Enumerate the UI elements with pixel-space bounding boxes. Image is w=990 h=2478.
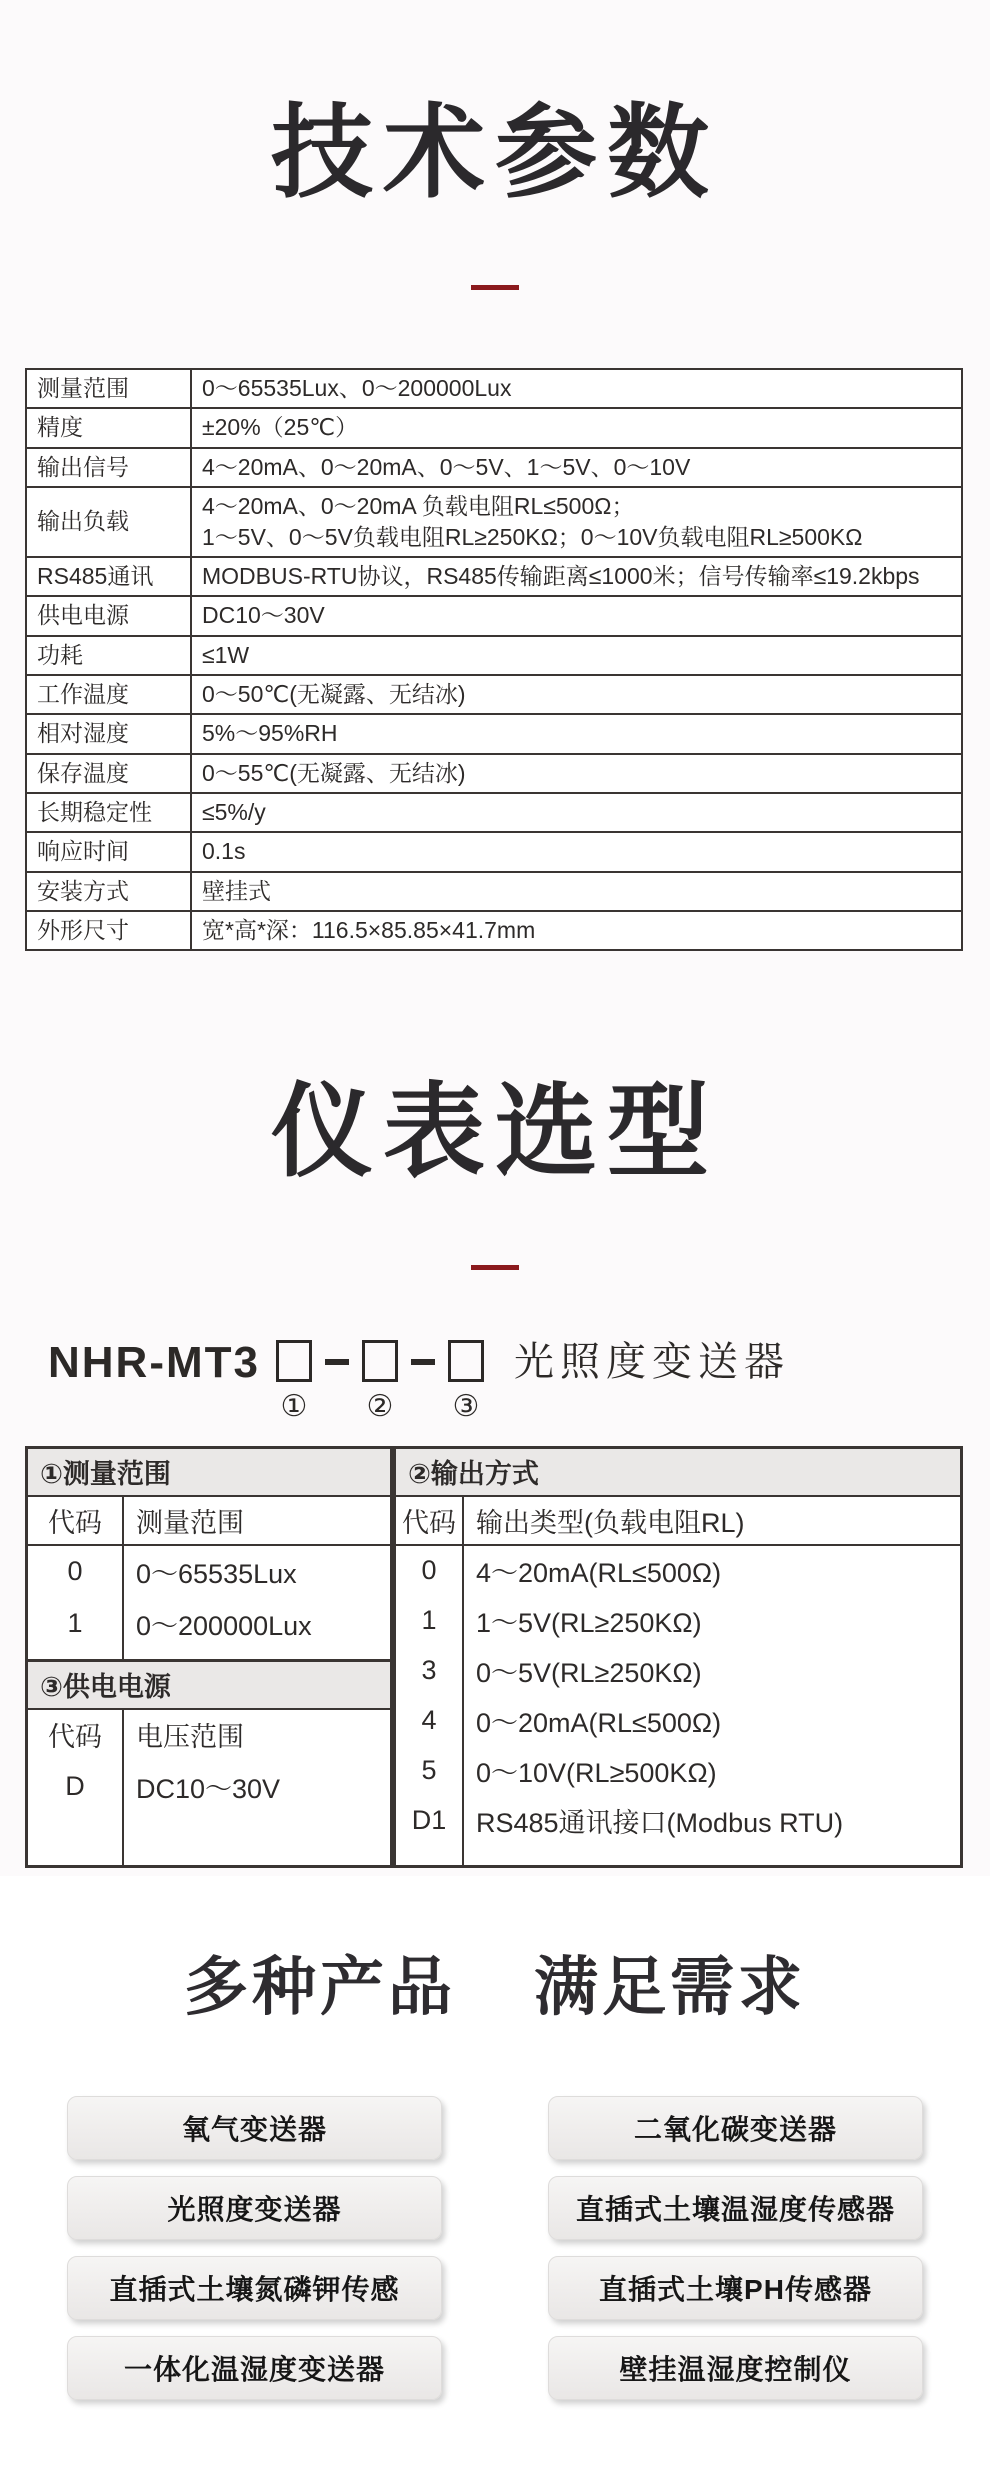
- output-value: 0～5V(RL≥250KΩ): [476, 1658, 702, 1689]
- spec-value: ±20%（25℃）: [191, 408, 962, 447]
- circled-3: ③: [452, 1389, 480, 1423]
- power-value: DC10～30V: [136, 1774, 281, 1805]
- model-prefix: NHR-MT3: [48, 1337, 260, 1387]
- range-filler-value-cell: [124, 1650, 390, 1659]
- spec-label: 安装方式: [26, 872, 191, 911]
- output-filler-value-cell: [464, 1846, 960, 1865]
- products-heading: [0, 1876, 990, 2028]
- output-filler-code-cell: [396, 1846, 464, 1865]
- spec-label: 功耗: [26, 636, 191, 675]
- spec-value: 0～50℃(无凝露、无结冰): [191, 675, 962, 714]
- power-filler-code-cell: [28, 1814, 124, 1865]
- output-value: 1～5V(RL≥250KΩ): [476, 1608, 702, 1639]
- spec-row: [26, 369, 962, 408]
- spec-value: 0～65535Lux、0～200000Lux: [191, 369, 962, 408]
- spec-row: [26, 832, 962, 871]
- product-button-soil-temp-humidity[interactable]: 直插式土壤温湿度传感器: [548, 2176, 923, 2240]
- output-code: 3: [396, 1646, 464, 1696]
- model-dash-2: [411, 1359, 435, 1365]
- circled-2: ②: [366, 1389, 394, 1423]
- spec-row: [26, 911, 962, 950]
- spec-label: 精度: [26, 408, 191, 447]
- selection-table-left: [25, 1446, 393, 1868]
- spec-label: 输出信号: [26, 448, 191, 487]
- product-button-soil-npk[interactable]: 直插式土壤氮磷钾传感: [67, 2256, 442, 2320]
- spec-value: 宽*高*深：116.5×85.85×41.7mm: [191, 911, 962, 950]
- output-code: 4: [396, 1696, 464, 1746]
- spec-label: RS485通讯: [26, 557, 191, 596]
- output-code: 0: [396, 1546, 464, 1596]
- spec-value: [191, 487, 962, 557]
- spec-label: 供电电源: [26, 596, 191, 635]
- range-code: 1: [28, 1598, 124, 1650]
- output-row: [396, 1796, 960, 1846]
- code-column-header: 代码: [28, 1497, 124, 1544]
- tech-params-title: 技术参数: [271, 96, 719, 210]
- model-box-2: [362, 1340, 398, 1382]
- output-code: 1: [396, 1596, 464, 1646]
- range-row: [28, 1598, 390, 1650]
- spec-value: 0～55℃(无凝露、无结冰): [191, 754, 962, 793]
- output-code-header: 代码: [396, 1497, 464, 1544]
- spec-label: 工作温度: [26, 675, 191, 714]
- range-value: 0～200000Lux: [136, 1611, 312, 1642]
- spec-value-line1: 4～20mA、0～20mA 负载电阻RL≤500Ω；: [202, 493, 635, 520]
- power-row: [28, 1760, 390, 1814]
- power-subheader-row: [28, 1710, 390, 1760]
- range-rows: [28, 1546, 390, 1659]
- spec-label: 响应时间: [26, 832, 191, 871]
- spec-label: 长期稳定性: [26, 793, 191, 832]
- spec-value: MODBUS-RTU协议，RS485传输距离≤1000米；信号传输率≤19.2kbps: [191, 557, 962, 596]
- products-heading-right: 满足需求: [534, 1951, 806, 2023]
- product-button-integrated-temp-humidity[interactable]: 一体化温湿度变送器: [67, 2336, 442, 2400]
- spec-row: [26, 793, 962, 832]
- spec-label: 相对湿度: [26, 714, 191, 753]
- model-slot-2: [362, 1340, 398, 1422]
- output-row: [396, 1596, 960, 1646]
- products-section: [0, 1876, 990, 2478]
- spec-value: DC10～30V: [191, 596, 962, 635]
- spec-table: [25, 368, 963, 951]
- output-value: RS485通讯接口(Modbus RTU): [476, 1808, 844, 1839]
- spec-label: 输出负载: [26, 487, 191, 557]
- output-row: [396, 1546, 960, 1596]
- model-code-row: [48, 1337, 990, 1423]
- spec-label: 测量范围: [26, 369, 191, 408]
- product-button-co2[interactable]: 二氧化碳变送器: [548, 2096, 923, 2160]
- product-buttons-grid: [67, 2096, 923, 2400]
- spec-row: [26, 596, 962, 635]
- spec-value: ≤1W: [191, 636, 962, 675]
- output-value: 0～20mA(RL≤500Ω): [476, 1708, 722, 1739]
- selection-title-underline: [471, 1265, 519, 1270]
- output-row: [396, 1746, 960, 1796]
- output-value: 4～20mA(RL≤500Ω): [476, 1558, 722, 1589]
- spec-label: 保存温度: [26, 754, 191, 793]
- output-code: D1: [396, 1796, 464, 1846]
- spec-value: 5%～95%RH: [191, 714, 962, 753]
- output-type-header: 输出类型(负载电阻RL): [476, 1507, 745, 1538]
- spec-row: [26, 557, 962, 596]
- spec-row: [26, 754, 962, 793]
- selection-table-right: [393, 1446, 963, 1868]
- spec-value: ≤5%/y: [191, 793, 962, 832]
- spec-row: [26, 872, 962, 911]
- spec-row: [26, 675, 962, 714]
- product-button-illuminance[interactable]: 光照度变送器: [67, 2176, 442, 2240]
- power-range-header: 电压范围: [136, 1722, 244, 1753]
- selection-header-range: ①测量范围: [28, 1449, 390, 1497]
- product-button-soil-ph[interactable]: 直插式土壤PH传感器: [548, 2256, 923, 2320]
- model-box-3: [448, 1340, 484, 1382]
- selection-header-power: ③供电电源: [28, 1659, 390, 1710]
- power-code: D: [28, 1760, 124, 1814]
- tech-title-underline: [471, 285, 519, 290]
- spec-row: [26, 636, 962, 675]
- output-filler: [396, 1846, 960, 1865]
- spec-value: 4～20mA、0～20mA、0～5V、1～5V、0～10V: [191, 448, 962, 487]
- model-box-1: [276, 1340, 312, 1382]
- range-filler-code-cell: [28, 1650, 124, 1659]
- product-button-wall-mount-controller[interactable]: 壁挂温湿度控制仪: [548, 2336, 923, 2400]
- range-value: 0～65535Lux: [136, 1559, 297, 1590]
- range-row: [28, 1546, 390, 1598]
- range-filler: [28, 1650, 390, 1659]
- selection-header-output: ②输出方式: [396, 1449, 960, 1497]
- circled-1: ①: [280, 1389, 308, 1423]
- model-slot-3: [448, 1340, 484, 1422]
- spec-label: 外形尺寸: [26, 911, 191, 950]
- spec-value: 0.1s: [191, 832, 962, 871]
- output-code: 5: [396, 1746, 464, 1796]
- product-button-oxygen[interactable]: 氧气变送器: [67, 2096, 442, 2160]
- products-heading-left: 多种产品: [184, 1951, 456, 2023]
- spec-value-line2: 1～5V、0～5V负载电阻RL≥250KΩ；0～10V负载电阻RL≥500KΩ: [202, 523, 863, 550]
- range-code: 0: [28, 1546, 124, 1598]
- output-value: 0～10V(RL≥500KΩ): [476, 1758, 717, 1789]
- spec-row: [26, 714, 962, 753]
- spec-row: [26, 408, 962, 447]
- spec-row: [26, 448, 962, 487]
- spec-value: 壁挂式: [191, 872, 962, 911]
- spec-row: [26, 487, 962, 557]
- range-column-header: 测量范围: [136, 1507, 244, 1538]
- output-row: [396, 1646, 960, 1696]
- model-dash-1: [325, 1359, 349, 1365]
- power-filler: [28, 1814, 390, 1865]
- model-selection-title: 仪表选型: [271, 1075, 719, 1190]
- selection-tables: [25, 1446, 963, 1868]
- power-filler-value-cell: [124, 1814, 390, 1865]
- power-code-header: 代码: [28, 1710, 124, 1760]
- model-slot-1: [276, 1340, 312, 1422]
- selection-subheader-row: [28, 1497, 390, 1546]
- output-row: [396, 1696, 960, 1746]
- output-subheader-row: [396, 1497, 960, 1546]
- model-product-name: 光照度变送器: [513, 1339, 790, 1384]
